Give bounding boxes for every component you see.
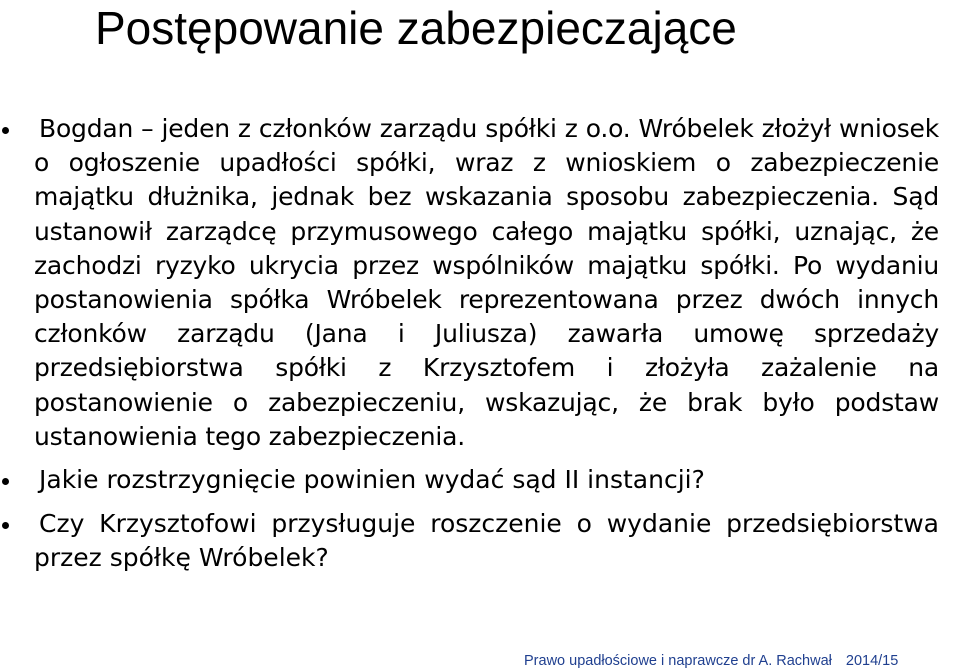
- slide-footer: [524, 652, 898, 670]
- bullet-item-question-2: Czy Krzysztofowi przysługuje roszczenie o wydanie przedsiębiorstwa przez spółkę Wróbelek?: [34, 507, 939, 575]
- bullet-item-question-1: Jakie rozstrzygnięcie powinien wydać sąd II instancji?: [34, 463, 939, 497]
- footer-text: Prawo upadłościowe i naprawcze dr A. Rachwał: [524, 653, 832, 669]
- footer-page-number: 2014/15: [845, 653, 899, 669]
- bullet-list: [34, 112, 939, 576]
- slide-title: Postępowanie zabezpieczające: [95, 2, 737, 54]
- bullet-item-case-description: Bogdan – jeden z członków zarządu spółki z o.o. Wróbelek złożył wniosek o ogłoszenie upadłości spółki, wraz z wnioskiem o zabezpieczenie majątku dłużnika, jednak bez wskazania sposobu zabezpieczenia. Sąd ustanowił zarządcę przymusowego całego majątku spółki, uznając, że zachodzi ryzyko ukrycia przez wspólników majątku spółki. Po wydaniu postanowienia spółka Wróbelek reprezentowana przez dwóch innych członków zarządu (Jana i Juliusza) zawarła umowę sprzedaży przedsiębiorstwa spółki z Krzysztofem i złożyła zażalenie na postanowienie o zabezpieczeniu, wskazując, że brak było podstaw ustanowienia tego zabezpieczenia.: [34, 112, 939, 454]
